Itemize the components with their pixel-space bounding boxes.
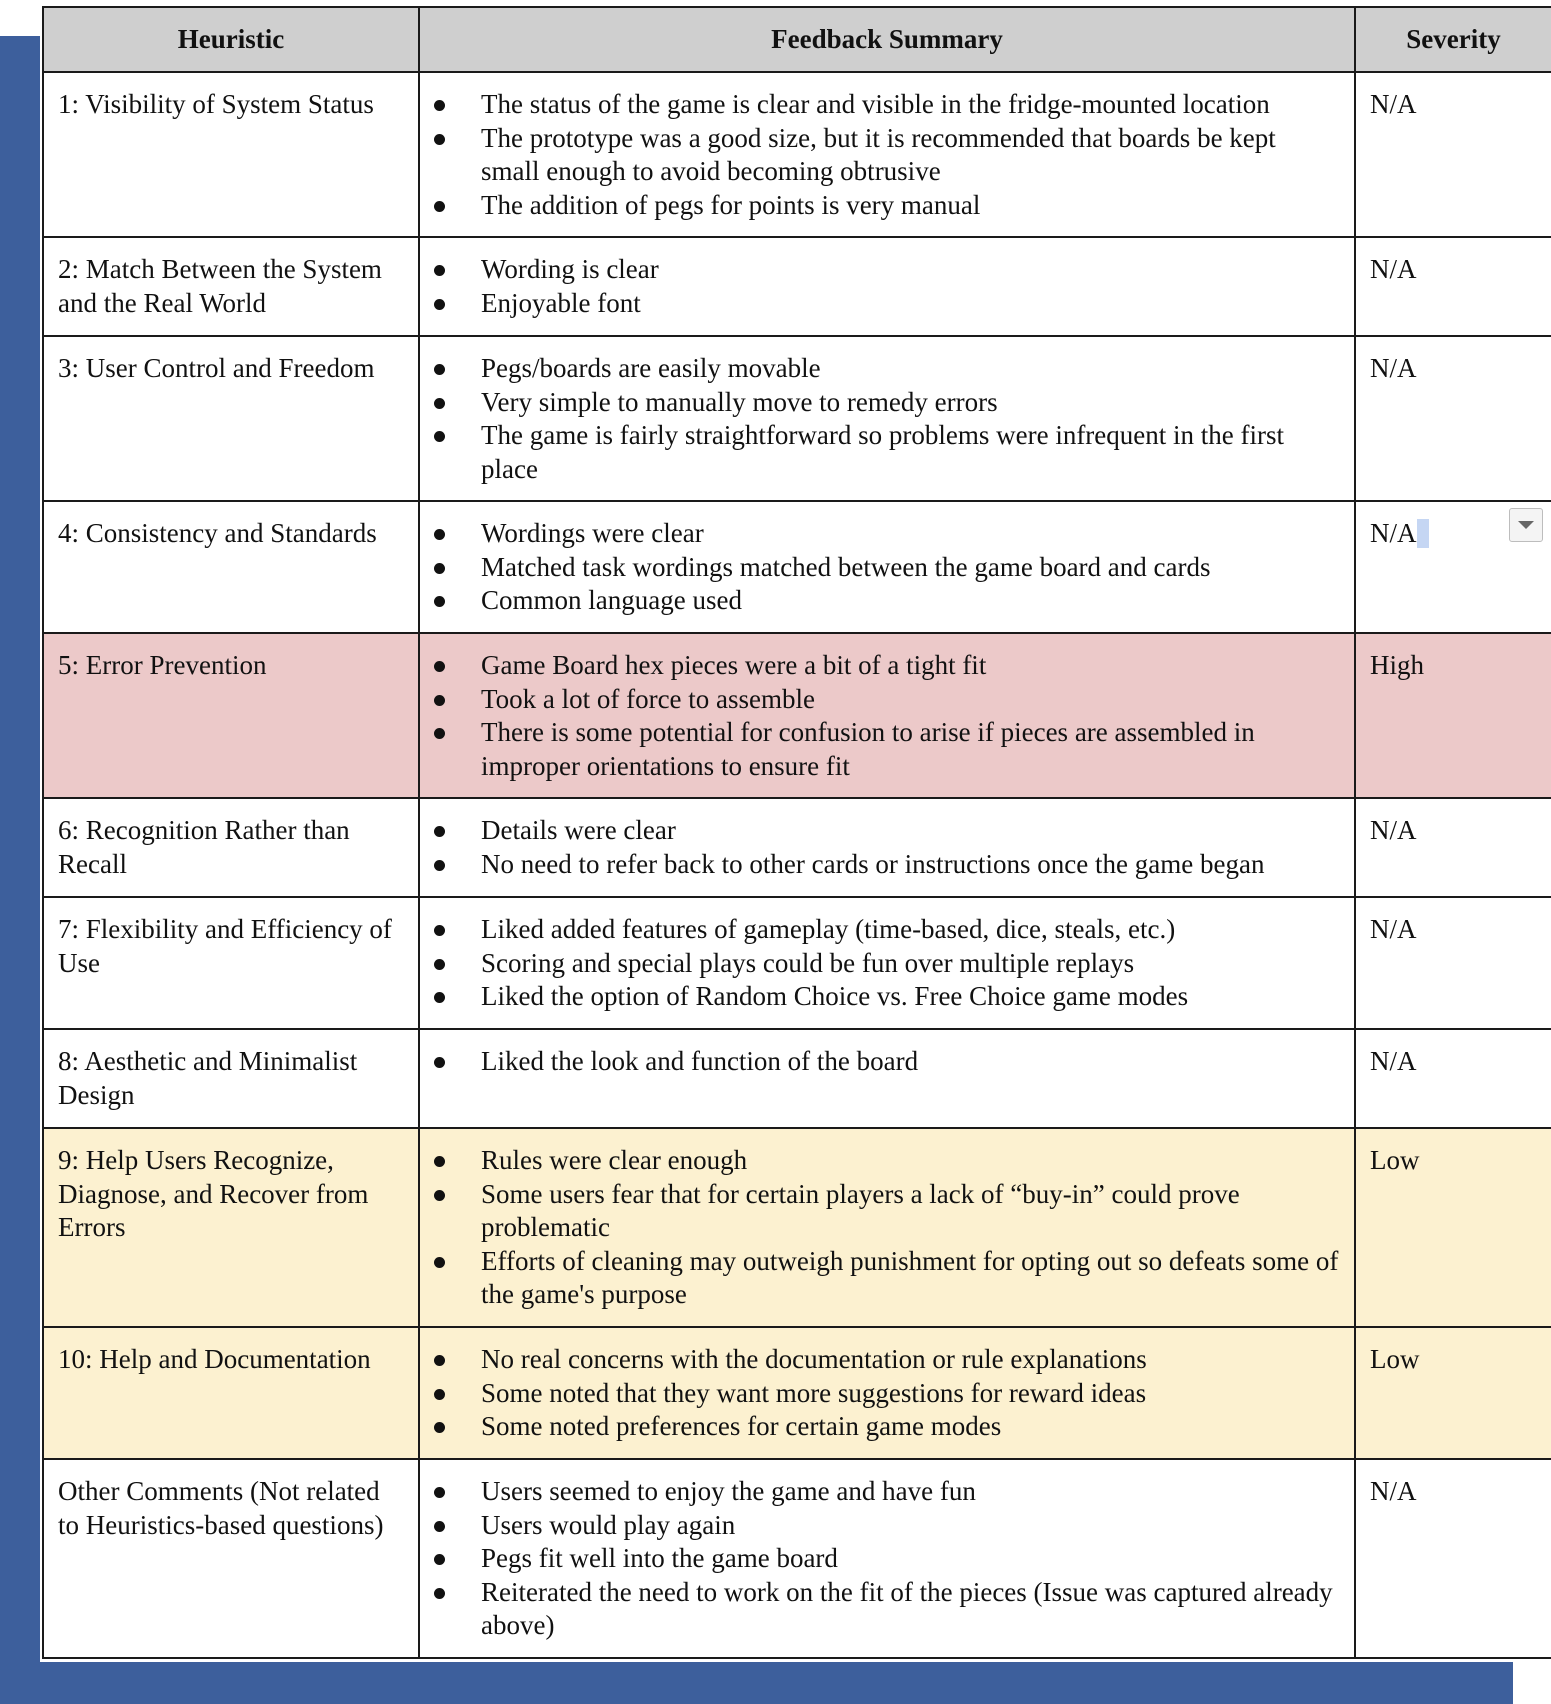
- table-row: [43, 1327, 1551, 1459]
- feedback-point: The addition of pegs for points is very manual: [434, 189, 1340, 223]
- table-row: [43, 1459, 1551, 1658]
- table-row: [43, 501, 1551, 633]
- feedback-point: Liked added features of gameplay (time-based, dice, steals, etc.): [434, 913, 1340, 947]
- feedback-point: Details were clear: [434, 814, 1340, 848]
- feedback-point: Some users fear that for certain players a lack of “buy-in” could prove problematic: [434, 1178, 1340, 1245]
- severity-cell[interactable]: N/A: [1355, 336, 1551, 501]
- feedback-point: Took a lot of force to assemble: [434, 683, 1340, 717]
- feedback-point: No real concerns with the documentation or rule explanations: [434, 1343, 1340, 1377]
- blue-frame-left: [0, 36, 40, 1704]
- severity-cell[interactable]: N/A: [1355, 1029, 1551, 1128]
- feedback-point: Wordings were clear: [434, 517, 1340, 551]
- feedback-cell[interactable]: [419, 633, 1355, 798]
- blue-frame-bottom: [0, 1662, 1513, 1704]
- severity-cell[interactable]: Low: [1355, 1128, 1551, 1327]
- header-heuristic: Heuristic: [43, 7, 419, 72]
- feedback-point: Reiterated the need to work on the fit of the pieces (Issue was captured already above): [434, 1576, 1340, 1643]
- heuristic-cell[interactable]: 4: Consistency and Standards: [43, 501, 419, 633]
- document-sheet: [40, 0, 1551, 1662]
- severity-cell[interactable]: Low: [1355, 1327, 1551, 1459]
- header-severity: Severity: [1355, 7, 1551, 72]
- table-row: [43, 336, 1551, 501]
- feedback-point: There is some potential for confusion to arise if pieces are assembled in improper orientations to ensure fit: [434, 716, 1340, 783]
- feedback-point: Users seemed to enjoy the game and have fun: [434, 1475, 1340, 1509]
- severity-dropdown-icon[interactable]: [1509, 508, 1543, 542]
- heuristic-cell[interactable]: 8: Aesthetic and Minimalist Design: [43, 1029, 419, 1128]
- table-row: [43, 633, 1551, 798]
- heuristic-cell[interactable]: 1: Visibility of System Status: [43, 72, 419, 237]
- severity-cell[interactable]: High: [1355, 633, 1551, 798]
- table-row: [43, 237, 1551, 336]
- severity-cell[interactable]: N/A: [1355, 1459, 1551, 1658]
- feedback-point: No need to refer back to other cards or instructions once the game began: [434, 848, 1340, 882]
- feedback-point: Liked the look and function of the board: [434, 1045, 1340, 1079]
- feedback-cell[interactable]: [419, 1029, 1355, 1128]
- feedback-cell[interactable]: [419, 1327, 1355, 1459]
- feedback-cell[interactable]: [419, 237, 1355, 336]
- text-selection-cursor: [1417, 519, 1429, 548]
- severity-value: N/A: [1370, 518, 1417, 548]
- header-feedback-summary: Feedback Summary: [419, 7, 1355, 72]
- feedback-point: Some noted that they want more suggestions for reward ideas: [434, 1377, 1340, 1411]
- table-row: [43, 72, 1551, 237]
- feedback-cell[interactable]: [419, 798, 1355, 897]
- table-row: [43, 1029, 1551, 1128]
- heuristic-cell[interactable]: 3: User Control and Freedom: [43, 336, 419, 501]
- heuristic-cell[interactable]: 7: Flexibility and Efficiency of Use: [43, 897, 419, 1029]
- feedback-point: Liked the option of Random Choice vs. Free Choice game modes: [434, 980, 1340, 1014]
- feedback-point: Very simple to manually move to remedy errors: [434, 386, 1340, 420]
- feedback-point: The status of the game is clear and visible in the fridge-mounted location: [434, 88, 1340, 122]
- heuristic-cell[interactable]: 6: Recognition Rather than Recall: [43, 798, 419, 897]
- table-row: [43, 1128, 1551, 1327]
- severity-cell[interactable]: N/A: [1355, 237, 1551, 336]
- feedback-point: Matched task wordings matched between the game board and cards: [434, 551, 1340, 585]
- feedback-cell[interactable]: [419, 72, 1355, 237]
- feedback-point: Some noted preferences for certain game modes: [434, 1410, 1340, 1444]
- table-row: [43, 897, 1551, 1029]
- heuristic-cell[interactable]: 10: Help and Documentation: [43, 1327, 419, 1459]
- feedback-point: Game Board hex pieces were a bit of a tight fit: [434, 649, 1340, 683]
- severity-cell[interactable]: N/A: [1355, 798, 1551, 897]
- feedback-point: Pegs fit well into the game board: [434, 1542, 1340, 1576]
- feedback-cell[interactable]: [419, 336, 1355, 501]
- feedback-point: Efforts of cleaning may outweigh punishment for opting out so defeats some of the game's purpose: [434, 1245, 1340, 1312]
- feedback-cell[interactable]: [419, 501, 1355, 633]
- heuristic-cell[interactable]: 2: Match Between the System and the Real World: [43, 237, 419, 336]
- feedback-point: Common language used: [434, 584, 1340, 618]
- feedback-point: The game is fairly straightforward so problems were infrequent in the first place: [434, 419, 1340, 486]
- severity-cell[interactable]: N/A: [1355, 897, 1551, 1029]
- severity-cell[interactable]: N/A: [1355, 72, 1551, 237]
- feedback-point: Scoring and special plays could be fun over multiple replays: [434, 947, 1340, 981]
- feedback-cell[interactable]: [419, 897, 1355, 1029]
- header-row: [43, 7, 1551, 72]
- feedback-point: The prototype was a good size, but it is recommended that boards be kept small enough to avoid becoming obtrusive: [434, 122, 1340, 189]
- heuristic-cell[interactable]: 9: Help Users Recognize, Diagnose, and Recover from Errors: [43, 1128, 419, 1327]
- feedback-cell[interactable]: [419, 1459, 1355, 1658]
- table-row: [43, 798, 1551, 897]
- feedback-point: Wording is clear: [434, 253, 1340, 287]
- heuristic-cell[interactable]: Other Comments (Not related to Heuristics-based questions): [43, 1459, 419, 1658]
- feedback-point: Enjoyable font: [434, 287, 1340, 321]
- heuristic-cell[interactable]: 5: Error Prevention: [43, 633, 419, 798]
- feedback-point: Rules were clear enough: [434, 1144, 1340, 1178]
- feedback-point: Pegs/boards are easily movable: [434, 352, 1340, 386]
- severity-cell[interactable]: [1355, 501, 1551, 633]
- feedback-cell[interactable]: [419, 1128, 1355, 1327]
- heuristic-evaluation-table: [42, 6, 1551, 1659]
- feedback-point: Users would play again: [434, 1509, 1340, 1543]
